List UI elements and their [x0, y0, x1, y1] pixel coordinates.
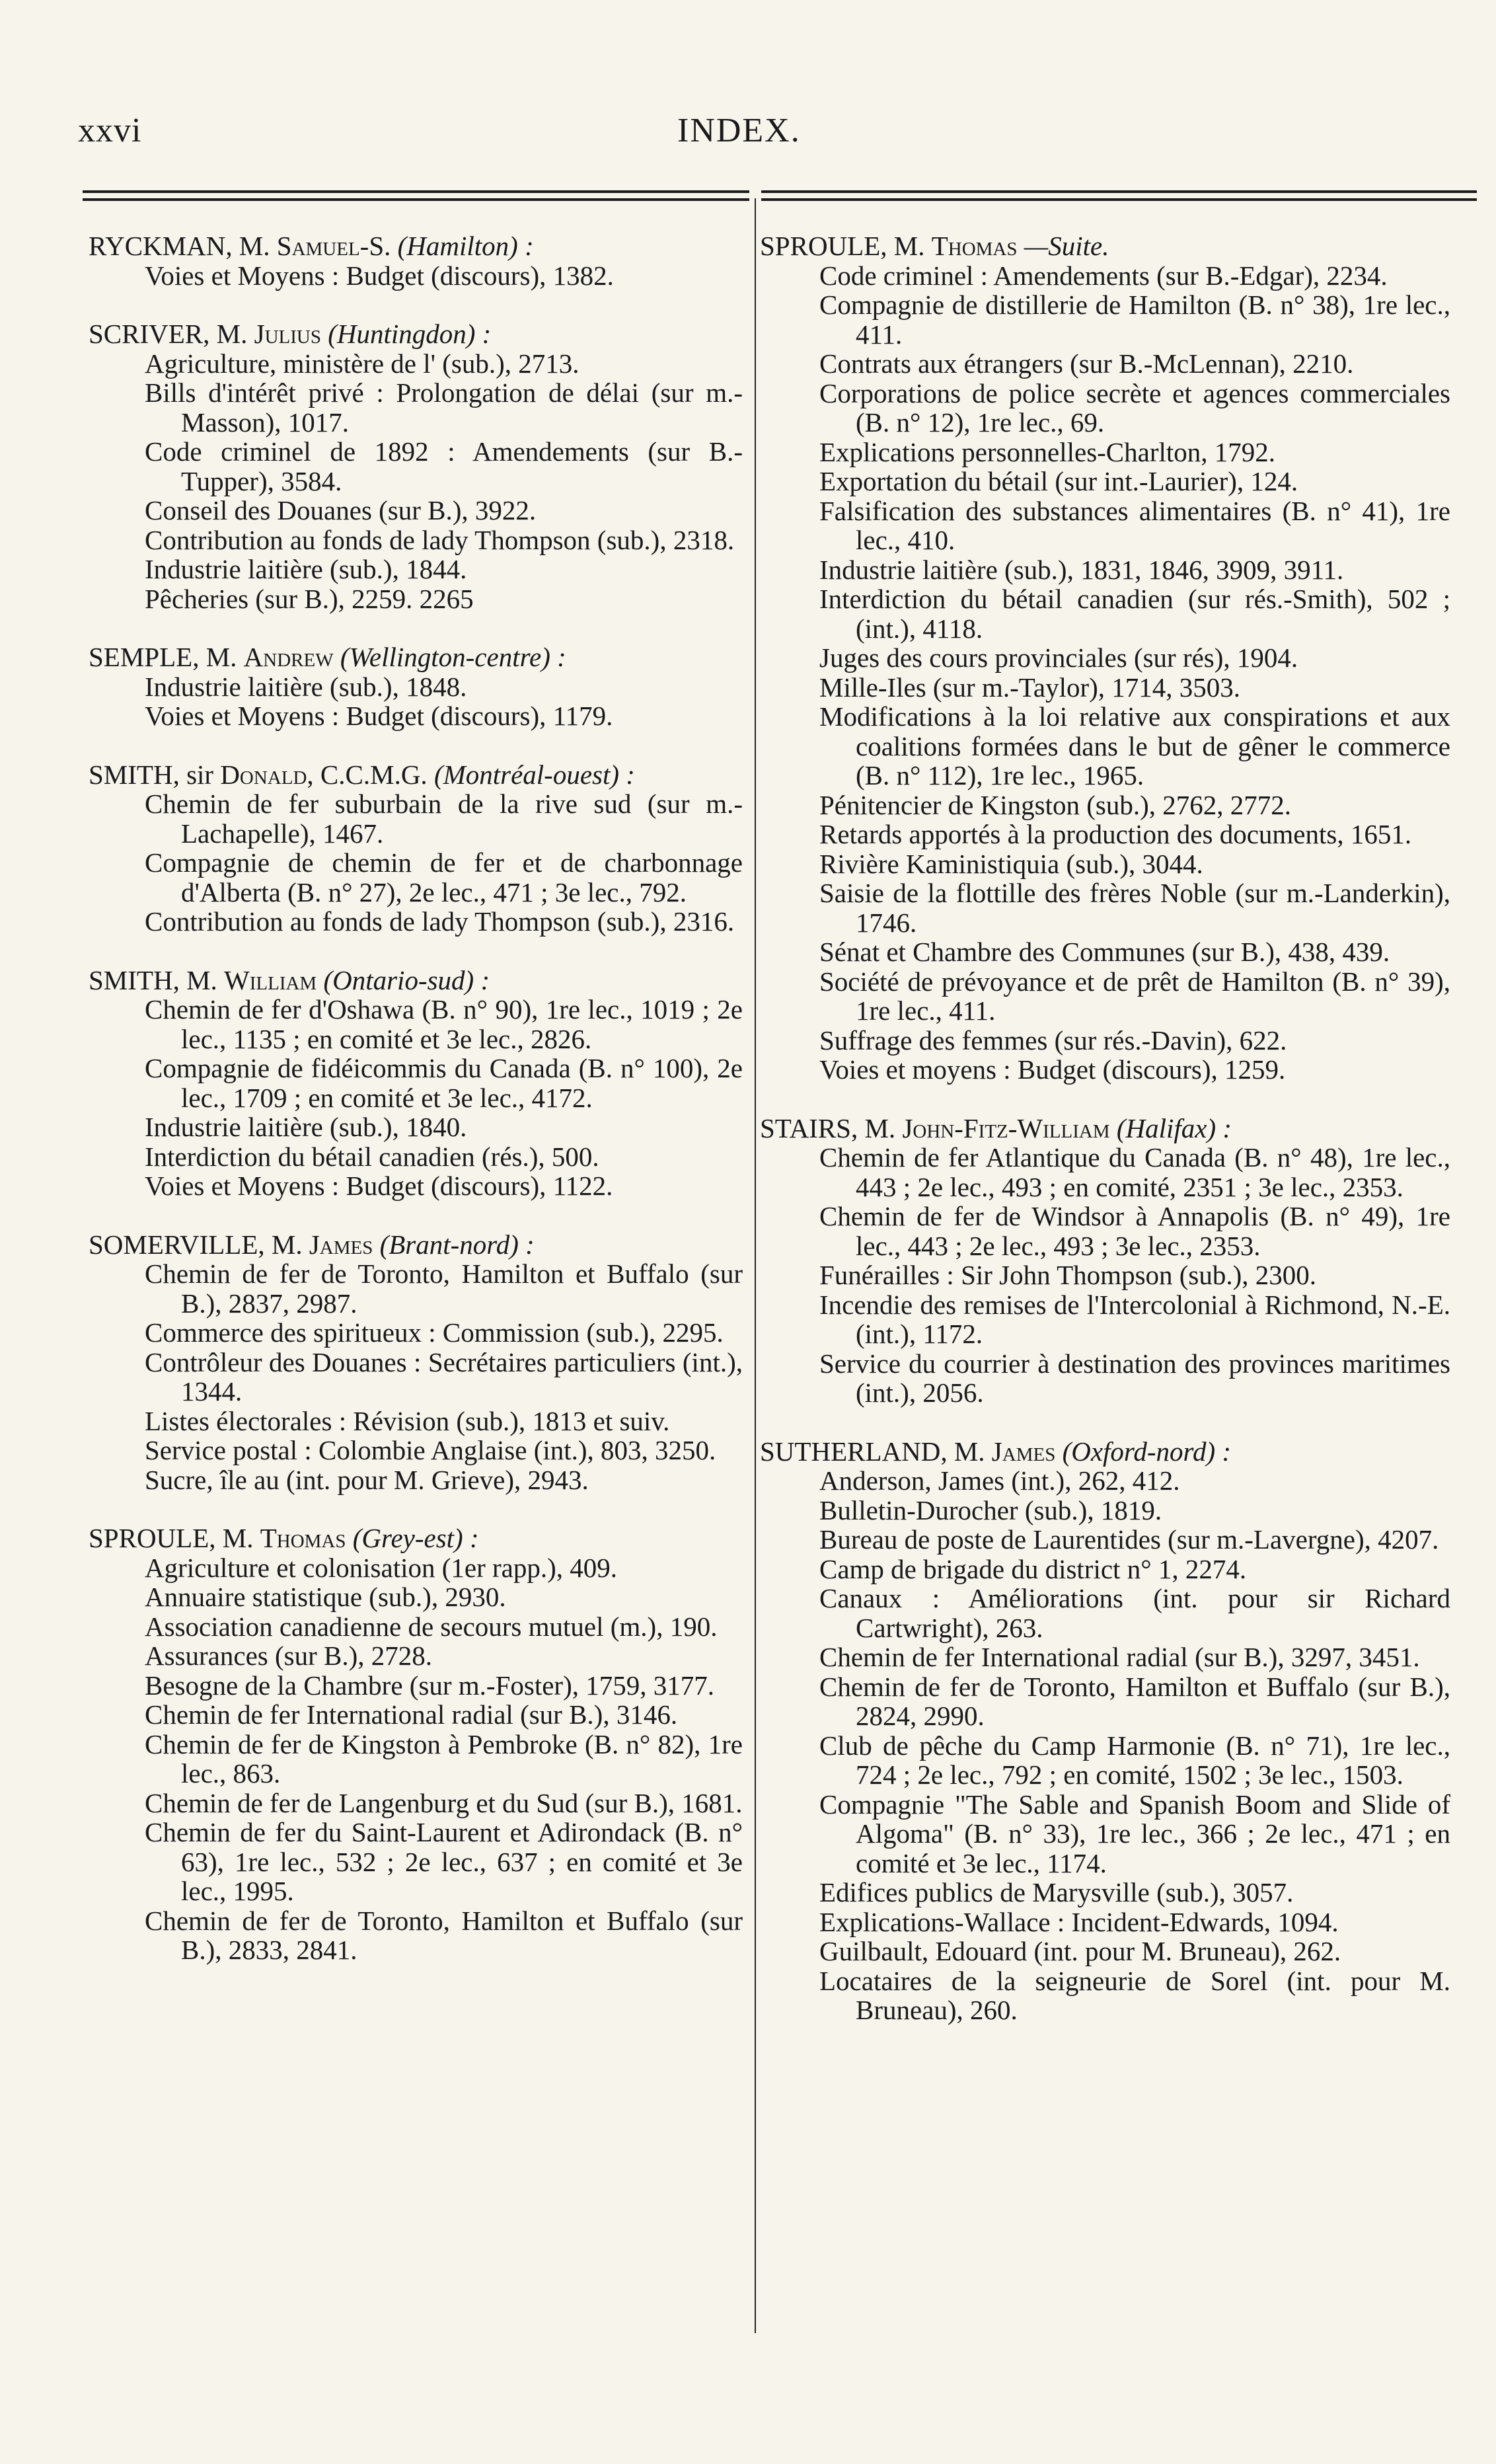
- index-subentry: Chemin de fer de Kingston à Pembroke (B. n° 82), 1re lec., 863.: [145, 1728, 743, 1789]
- member-riding: —Suite.: [1024, 231, 1109, 261]
- index-subentry: Contribution au fonds de lady Thompson (sub.), 2316.: [145, 906, 735, 937]
- index-subentry: Agriculture et colonisation (1er rapp.), 409.: [145, 1552, 617, 1583]
- member-surname: SOMERVILLE, M.: [89, 1229, 303, 1260]
- member-surname: STAIRS, M.: [760, 1112, 896, 1143]
- index-subentry: Chemin de fer du Saint-Laurent et Adirondack (B. n° 63), 1re lec., 532 ; 2e lec., 637 ; en comité et 3e lec., 1995.: [145, 1817, 743, 1906]
- index-subentry: Besogne de la Chambre (sur m.-Foster), 1759, 3177.: [145, 1670, 714, 1701]
- member-riding: (Halifax) :: [1116, 1112, 1232, 1143]
- entry-heading: [89, 1523, 743, 1553]
- index-subentry: Industrie laitière (sub.), 1831, 1846, 3909, 3911.: [819, 554, 1344, 585]
- member-surname: SMITH, M.: [89, 964, 217, 995]
- entry-heading: [89, 1230, 743, 1260]
- index-subentry: Guilbault, Edouard (int. pour M. Bruneau), 262.: [819, 1936, 1341, 1966]
- index-subentry: Funérailles : Sir John Thompson (sub.), 2300.: [819, 1260, 1317, 1290]
- member-given-name: Thomas: [931, 231, 1018, 261]
- member-riding: (Hamilton) :: [397, 231, 534, 261]
- member-given-name: William: [224, 964, 317, 995]
- index-subentry: Explications personnelles-Charlton, 1792.: [819, 436, 1276, 467]
- index-subentry: Retards apportés à la production des documents, 1651.: [819, 819, 1412, 849]
- index-entry: [760, 1437, 1450, 2025]
- header-rule-top: [83, 190, 1477, 193]
- index-subentry: Locataires de la seigneurie de Sorel (int. pour M. Bruneau), 260.: [819, 1965, 1450, 2025]
- index-subentry: Association canadienne de secours mutuel (m.), 190.: [145, 1611, 718, 1642]
- index-subentry: Club de pêche du Camp Harmonie (B. n° 71), 1re lec., 724 ; 2e lec., 792 ; en comité, 1502 ; 3e lec., 1503.: [819, 1730, 1450, 1790]
- index-subentry: Voies et moyens : Budget (discours), 1259.: [819, 1054, 1286, 1085]
- index-subentry: Camp de brigade du district n° 1, 2274.: [819, 1553, 1247, 1584]
- index-subentry: Compagnie de chemin de fer et de charbonnage d'Alberta (B. n° 27), 2e lec., 471 ; 3e lec., 792.: [145, 847, 743, 907]
- index-subentry: Compagnie de fidéicommis du Canada (B. n° 100), 2e lec., 1709 ; en comité et 3e lec., 4172.: [145, 1053, 743, 1113]
- index-entry: [760, 231, 1450, 1085]
- index-subentry: Interdiction du bétail canadien (rés.), 500.: [145, 1141, 599, 1172]
- index-entry: [89, 231, 743, 290]
- member-riding: (Oxford-nord) :: [1062, 1436, 1232, 1467]
- member-surname: SEMPLE, M.: [89, 642, 237, 672]
- index-subentry: Incendie des remises de l'Intercolonial à Richmond, N.-E. (int.), 1172.: [819, 1289, 1450, 1349]
- member-surname: SUTHERLAND, M.: [760, 1436, 985, 1467]
- index-subentry: Voies et Moyens : Budget (discours), 1179.: [145, 701, 613, 731]
- index-subentry: Service du courrier à destination des provinces maritimes (int.), 2056.: [819, 1348, 1450, 1408]
- index-subentry: Commerce des spiritueux : Commission (sub.), 2295.: [145, 1317, 724, 1348]
- index-subentry: Mille-Iles (sur m.-Taylor), 1714, 3503.: [819, 672, 1241, 703]
- index-subentry: Code criminel : Amendements (sur B.-Edgar), 2234.: [819, 260, 1388, 291]
- entry-heading: [760, 231, 1450, 261]
- index-subentry: Société de prévoyance et de prêt de Hamilton (B. n° 39), 1re lec., 411.: [819, 966, 1450, 1026]
- index-subentry: Chemin de fer de Toronto, Hamilton et Buffalo (sur B.), 2837, 2987.: [145, 1258, 743, 1319]
- index-subentry: Rivière Kaministiquia (sub.), 3044.: [819, 848, 1203, 879]
- index-subentry: Code criminel de 1892 : Amendements (sur B.-Tupper), 3584.: [145, 436, 743, 496]
- left-column: [89, 231, 743, 1994]
- right-column: [760, 231, 1450, 2054]
- index-subentry: Anderson, James (int.), 262, 412.: [819, 1465, 1180, 1496]
- member-riding: (Montréal-ouest) :: [433, 759, 635, 790]
- index-subentry: Sénat et Chambre des Communes (sur B.), 438, 439.: [819, 937, 1390, 967]
- index-subentry: Canaux : Améliorations (int. pour sir Richard Cartwright), 263.: [819, 1583, 1450, 1643]
- member-surname: SCRIVER, M.: [89, 319, 248, 349]
- member-surname: RYCKMAN, M.: [89, 231, 270, 261]
- index-subentry: Chemin de fer suburbain de la rive sud (sur m.-Lachapelle), 1467.: [145, 789, 743, 849]
- index-subentry: Service postal : Colombie Anglaise (int.), 803, 3250.: [145, 1435, 716, 1465]
- index-subentry: Chemin de fer Atlantique du Canada (B. n° 48), 1re lec., 443 ; 2e lec., 493 ; en comité, 2351 ; 3e lec., 2353.: [819, 1142, 1450, 1202]
- index-subentry: Pénitencier de Kingston (sub.), 2762, 2772.: [819, 789, 1291, 820]
- index-subentry: Industrie laitière (sub.), 1844.: [145, 554, 467, 584]
- index-entry: [89, 642, 743, 731]
- index-subentry: Explications-Wallace : Incident-Edwards, 1094.: [819, 1906, 1339, 1937]
- index-subentry: Saisie de la flottille des frères Noble (sur m.-Landerkin), 1746.: [819, 878, 1450, 938]
- entry-heading: [89, 319, 743, 349]
- index-subentry: Suffrage des femmes (sur rés.-Davin), 622.: [819, 1024, 1287, 1056]
- member-given-name: Donald, C.C.M.G.: [220, 759, 428, 790]
- member-riding: (Wellington-centre) :: [340, 642, 566, 672]
- member-given-name: James: [309, 1229, 373, 1260]
- index-subentry: Juges des cours provinciales (sur rés), 1904.: [819, 642, 1298, 673]
- index-subentry: Pêcheries (sur B.), 2259. 2265: [145, 583, 474, 614]
- member-given-name: Julius: [254, 319, 321, 349]
- member-given-name: James: [991, 1436, 1056, 1467]
- index-subentry: Industrie laitière (sub.), 1848.: [145, 671, 467, 702]
- index-subentry: Sucre, île au (int. pour M. Grieve), 2943.: [145, 1464, 589, 1495]
- member-given-name: John-Fitz-William: [902, 1112, 1110, 1143]
- entry-heading: [89, 966, 743, 995]
- index-entry: [89, 1230, 743, 1495]
- index-subentry: Chemin de fer d'Oshawa (B. n° 90), 1re lec., 1019 ; 2e lec., 1135 ; en comité et 3e lec., 2826.: [145, 994, 743, 1054]
- index-subentry: Voies et Moyens : Budget (discours), 1122.: [145, 1171, 613, 1201]
- index-subentry: Industrie laitière (sub.), 1840.: [145, 1112, 467, 1142]
- member-given-name: Samuel-S.: [276, 231, 391, 261]
- member-riding: (Ontario-sud) :: [323, 964, 490, 995]
- index-subentry: Modifications à la loi relative aux conspirations et aux coalitions formées dans le but de gêner le commerce (B. n° 112), 1re lec., 1965.: [819, 701, 1450, 790]
- index-subentry: Voies et Moyens : Budget (discours), 1382.: [145, 260, 614, 291]
- page-title: INDEX.: [677, 112, 801, 149]
- member-surname: SPROULE, M.: [760, 231, 925, 261]
- column-divider: [755, 198, 756, 2333]
- index-subentry: Bills d'intérêt privé : Prolongation de délai (sur m.-Masson), 1017.: [145, 377, 743, 438]
- header-rule-bottom: [83, 198, 1477, 201]
- index-subentry: Edifices publics de Marysville (sub.), 3057.: [819, 1877, 1294, 1907]
- entry-heading: [89, 642, 743, 672]
- index-subentry: Interdiction du bétail canadien (sur rés.-Smith), 502 ; (int.), 4118.: [819, 584, 1450, 644]
- member-given-name: Thomas: [260, 1523, 346, 1553]
- index-subentry: Assurances (sur B.), 2728.: [145, 1640, 432, 1671]
- index-subentry: Exportation du bétail (sur int.-Laurier), 124.: [819, 466, 1298, 496]
- index-subentry: Annuaire statistique (sub.), 2930.: [145, 1582, 506, 1612]
- index-entry: [89, 966, 743, 1201]
- index-subentry: Bulletin-Durocher (sub.), 1819.: [819, 1494, 1162, 1525]
- index-subentry: Contrats aux étrangers (sur B.-McLennan), 2210.: [819, 348, 1354, 379]
- entry-heading: [760, 1437, 1450, 1467]
- index-entry: [760, 1114, 1450, 1408]
- page-number: xxvi: [78, 112, 142, 149]
- index-subentry: Conseil des Douanes (sur B.), 3922.: [145, 495, 537, 525]
- index-subentry: Agriculture, ministère de l' (sub.), 2713.: [145, 348, 580, 379]
- member-riding: (Grey-est) :: [352, 1523, 479, 1553]
- index-subentry: Listes électorales : Révision (sub.), 1813 et suiv.: [145, 1405, 670, 1436]
- index-subentry: Corporations de police secrète et agences commerciales (B. n° 12), 1re lec., 69.: [819, 377, 1450, 438]
- index-subentry: Contribution au fonds de lady Thompson (sub.), 2318.: [145, 524, 735, 555]
- member-riding: (Huntingdon) :: [328, 319, 492, 349]
- index-subentry: Chemin de fer International radial (sur B.), 3297, 3451.: [819, 1642, 1420, 1672]
- member-given-name: Andrew: [243, 642, 334, 672]
- index-subentry: Chemin de fer de Toronto, Hamilton et Buffalo (sur B.), 2833, 2841.: [145, 1905, 743, 1965]
- index-subentry: Compagnie "The Sable and Spanish Boom and Slide of Algoma" (B. n° 33), 1re lec., 366 ; 2e lec., 471 ; en comité et 3e lec., 1174.: [819, 1789, 1450, 1878]
- index-entry: [89, 1523, 743, 1965]
- index-subentry: Chemin de fer de Langenburg et du Sud (sur B.), 1681.: [145, 1787, 743, 1818]
- index-subentry: Contrôleur des Douanes : Secrétaires particuliers (int.), 1344.: [145, 1346, 743, 1406]
- entry-heading: [760, 1114, 1450, 1143]
- index-subentry: Chemin de fer de Toronto, Hamilton et Buffalo (sur B.), 2824, 2990.: [819, 1671, 1450, 1731]
- index-entry: [89, 760, 743, 937]
- member-surname: SMITH, sir: [89, 759, 214, 790]
- entry-heading: [89, 231, 743, 261]
- member-riding: (Brant-nord) :: [379, 1229, 535, 1260]
- member-surname: SPROULE, M.: [89, 1523, 254, 1553]
- index-subentry: Compagnie de distillerie de Hamilton (B. n° 38), 1re lec., 411.: [819, 289, 1450, 350]
- index-entry: [89, 319, 743, 613]
- index-subentry: Chemin de fer de Windsor à Annapolis (B. n° 49), 1re lec., 443 ; 2e lec., 493 ; 3e lec., 2353.: [819, 1201, 1450, 1261]
- index-subentry: Falsification des substances alimentaires (B. n° 41), 1re lec., 410.: [819, 495, 1450, 555]
- entry-heading: [89, 760, 743, 790]
- index-subentry: Bureau de poste de Laurentides (sur m.-Lavergne), 4207.: [819, 1524, 1439, 1555]
- index-subentry: Chemin de fer International radial (sur B.), 3146.: [145, 1699, 678, 1730]
